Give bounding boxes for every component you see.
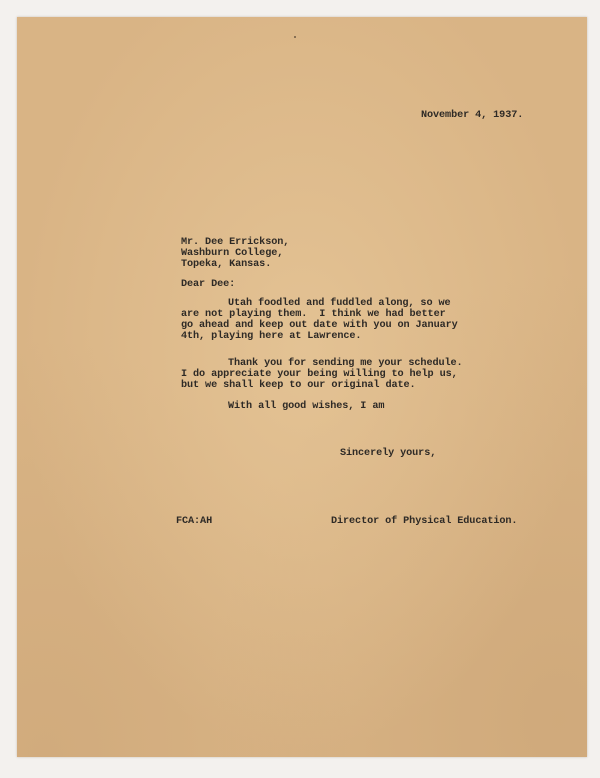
letter-date: November 4, 1937. <box>421 110 524 121</box>
address-line: Topeka, Kansas. <box>181 259 272 270</box>
complimentary-closing: Sincerely yours, <box>340 448 437 459</box>
body-line: go ahead and keep out date with you on January <box>181 320 458 331</box>
body-line: Thank you for sending me your schedule. <box>228 358 463 369</box>
body-line: are not playing them. I think we had better <box>181 309 446 320</box>
address-line: Washburn College, <box>181 248 284 259</box>
salutation: Dear Dee: <box>181 279 236 290</box>
address-line: Mr. Dee Errickson, <box>181 237 290 248</box>
body-line: I do appreciate your being willing to help us, <box>181 369 458 380</box>
typist-initials: FCA:AH <box>176 516 213 527</box>
body-line: but we shall keep to our original date. <box>181 380 416 391</box>
body-line: Utah foodled and fuddled along, so we <box>228 298 451 309</box>
body-paragraph-3: With all good wishes, I am <box>228 401 385 412</box>
body-line: 4th, playing here at Lawrence. <box>181 331 362 342</box>
paper-speck <box>294 36 296 38</box>
signature-title: Director of Physical Education. <box>331 516 518 527</box>
